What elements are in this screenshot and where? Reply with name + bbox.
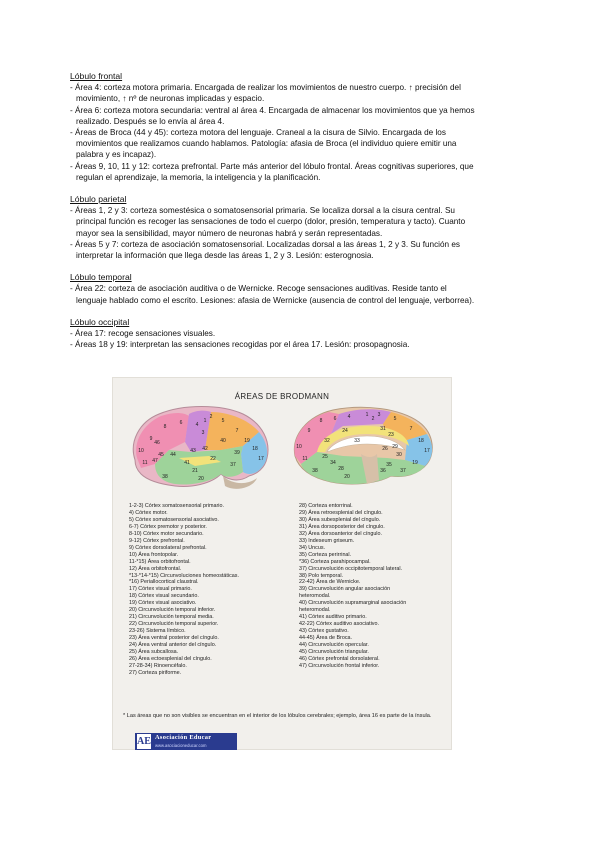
legend-entry: 20) Circunvolución temporal inferior. [129, 607, 216, 614]
legend-entry: 29) Área retroesplenial del cíngulo. [299, 509, 383, 516]
text-line: - Área 22: corteza de asociación auditiva o de Wernicke. Recoge sensaciones auditivas. Reside tanto el [70, 284, 447, 294]
area-label: 38 [162, 474, 168, 480]
area-label: 4 [195, 422, 199, 428]
area-label: 34 [330, 460, 336, 466]
logo-url: www.asociacioneducar.com [155, 742, 207, 748]
area-label: 35 [386, 462, 392, 468]
area-label: 30 [396, 452, 402, 458]
brodmann-figure [112, 377, 452, 750]
area-label: 24 [342, 428, 348, 434]
area-label: 9 [149, 436, 153, 442]
text-line: interpretar la información que llega desde las áreas 1, 2 y 3. Lesión: esterognosia. [76, 251, 374, 261]
text-line: - Área 6: corteza motora secundaria: ventral al área 4. Encargada de almacenar los movimientos que ya hemos [70, 105, 475, 115]
section-title: Lóbulo occipital [70, 316, 130, 327]
legend-entry: 6-7) Córtex premotor y posterior. [129, 523, 207, 530]
area-label: 47 [152, 458, 158, 464]
legend-entry: 11-*15) Área orbitofrontal. [129, 558, 191, 565]
legend-entry: 46) Córtex prefrontal dorsolateral. [299, 655, 380, 662]
area-label: 3 [201, 430, 205, 436]
area-label: 46 [154, 440, 160, 446]
area-label: 32 [324, 438, 330, 444]
area-label: 40 [220, 438, 226, 444]
legend-right-column [299, 503, 406, 670]
text-line: mayor sea la sensibilidad, mayor número de neuronas habrá y serán representadas. [76, 228, 383, 238]
legend-entry: 47) Circunvolución frontal inferior. [299, 662, 380, 669]
area-label: 22 [210, 456, 216, 462]
legend-entry: heteromodal. [299, 593, 331, 600]
area-label: 2 [371, 416, 375, 422]
legend-entry: 19) Córtex visual asociativo. [129, 600, 197, 607]
area-label: 19 [244, 438, 250, 444]
legend-entry: 39) Circunvolución angular asociación [299, 586, 391, 593]
legend-entry: 38) Polo temporal. [299, 572, 344, 579]
legend-entry: 37) Circunvolución occipitotemporal lateral. [299, 565, 403, 572]
legend-entry: 44-45) Área de Broca. [299, 635, 353, 642]
legend-entry: heteromodal. [299, 607, 331, 614]
text-line: lenguaje hablado como el escrito. Lesiones: afasia de Wernicke (ausencia de control del lenguaje, verborrea). [76, 295, 475, 305]
text-line: - Áreas 18 y 19: interpretan las sensaciones recogidas por el área 17. Lesión: prosopagnosia. [70, 340, 410, 350]
legend-entry: 31) Área dorsoposterior del cíngulo. [299, 523, 385, 530]
legend-entry: 34) Uncus. [299, 544, 326, 551]
text-line: movimientos que realizamos cuando hablamos. Patología: afasia de Broca (el individuo quiere emitir una [76, 139, 457, 149]
area-label: 18 [252, 446, 258, 452]
text-line: - Áreas de Broca (44 y 45): corteza motora del lenguaje. Craneal a la cisura de Silvio. Encargada de los [70, 128, 446, 138]
area-label: 10 [296, 444, 302, 450]
area-label: 8 [319, 418, 323, 424]
legend-entry: 9) Córtex dorsolateral prefrontal. [129, 544, 207, 551]
legend-entry: 21) Circunvolución temporal media. [129, 614, 214, 621]
legend-entry: 8-10) Córtex motor secundario. [129, 530, 204, 537]
legend-entry: 25) Área subcallosa. [129, 649, 179, 656]
legend-entry: 45) Circunvolución triangular. [299, 649, 369, 656]
legend-entry: *16) Periallocortical claustral. [129, 579, 199, 586]
legend-entry: 42-22) Córtex auditivo asociativo. [299, 621, 380, 628]
area-label: 23 [388, 432, 394, 438]
legend-entry: 35) Corteza perirrinal. [299, 551, 352, 558]
area-label: 8 [163, 424, 167, 430]
legend-entry: 4) Córtex motor. [129, 509, 168, 516]
legend-entry: 40) Circunvolución supramarginal asociación [299, 600, 407, 607]
legend-entry: *36) Corteza parahipocampal. [299, 558, 371, 565]
legend-entry: 12) Área orbitofrontal. [129, 565, 182, 572]
area-label: 42 [202, 446, 208, 452]
area-label: 28 [338, 466, 344, 472]
legend-entry: 24) Área ventral anterior del cíngulo. [129, 642, 217, 649]
section-temporal [70, 272, 540, 306]
area-label: 4 [347, 414, 351, 420]
legend-entry: 10) Área frontopolar. [129, 551, 179, 558]
area-label: 6 [333, 416, 337, 422]
area-label: 39 [234, 450, 240, 456]
text-line: - Área 17: recoge sensaciones visuales. [70, 329, 216, 339]
area-label: 7 [235, 428, 239, 434]
legend-entry: 23) Área ventral posterior del cíngulo. [129, 635, 219, 642]
area-label: 10 [138, 448, 144, 454]
legend-entry: 1-2-3) Córtex somatosensorial primario. [129, 503, 224, 509]
area-label: 43 [190, 448, 196, 454]
logo-name: Asociación Educar [155, 734, 212, 741]
area-label: 19 [412, 460, 418, 466]
section-title: Lóbulo frontal [70, 71, 123, 81]
lateral-brain-illustration [125, 402, 275, 498]
legend-entry: *13-*14-*15) Circunvoluciones homeostáticas. [129, 572, 239, 579]
area-label: 31 [380, 426, 386, 432]
section-frontal [70, 71, 540, 183]
area-label: 18 [418, 438, 424, 444]
area-label: 44 [170, 452, 176, 458]
area-label: 17 [258, 456, 264, 462]
legend-entry: 41) Córtex auditivo primario. [299, 614, 367, 621]
legend-entry: 44) Circunvolución opercular. [299, 642, 369, 649]
legend-entry: 33) Indeseum griseum. [299, 537, 355, 544]
legend-entry: 18) Córtex visual secundario. [129, 593, 199, 600]
legend-left-column [129, 503, 239, 677]
legend-entry: 32) Área dorsoanterior del cíngulo. [299, 530, 383, 537]
area-label: 1 [203, 418, 207, 424]
area-label: 5 [393, 416, 397, 422]
logo-mark-icon: AE [137, 736, 151, 747]
text-line: - Áreas 9, 10, 11 y 12: corteza prefrontal. Parte más anterior del lóbulo frontal. Áreas cognitivas superiores, que [70, 161, 474, 171]
area-label: 25 [322, 454, 328, 460]
asociacion-educar-logo [135, 733, 237, 750]
legend-entry: 22) Circunvolución temporal superior. [129, 621, 219, 628]
text-line: palabra y es incapaz). [76, 150, 157, 160]
area-label: 37 [400, 468, 406, 474]
area-label: 11 [142, 460, 148, 466]
area-label: 26 [382, 446, 388, 452]
area-label: 2 [209, 414, 213, 420]
legend-entry: 26) Área ectoesplenial del cíngulo. [129, 655, 212, 662]
legend-entry: 22-42) Área de Wernicke. [299, 579, 361, 586]
area-label: 45 [158, 452, 164, 458]
area-label: 41 [184, 460, 190, 466]
legend-entry: 23-26) Sistema límbico. [129, 628, 186, 635]
area-label: 21 [192, 468, 198, 474]
area-label: 17 [424, 448, 430, 454]
area-label: 7 [409, 426, 413, 432]
legend-entry: 17) Córtex visual primario. [129, 586, 192, 593]
legend-entry: 27) Corteza piriforme. [129, 669, 182, 676]
area-label: 29 [392, 444, 398, 450]
figure-title: ÁREAS DE BRODMANN [234, 392, 330, 401]
area-label: 6 [179, 420, 183, 426]
notes-text [70, 71, 540, 350]
area-label: 11 [302, 456, 308, 462]
area-label: 20 [344, 474, 350, 480]
area-label: 5 [221, 418, 225, 424]
text-line: regulan el aprendizaje, la memoria, la inteligencia y la planificación. [76, 172, 321, 182]
area-label: 9 [307, 428, 311, 434]
text-line: - Áreas 5 y 7: corteza de asociación somatosensorial. Localizadas dorsal a las áreas 1, 2 y 3. Su función es [70, 239, 461, 249]
legend-entry: 30) Área subesplenial del cíngulo. [299, 516, 381, 523]
area-label: 33 [354, 438, 360, 444]
figure-footnote: * Las áreas que no son visibles se encuentran en el interior de los lóbulos cerebrales; ejemplo, área 16 es parte de la ínsula. [123, 713, 432, 719]
text-line: - Áreas 1, 2 y 3: corteza somestésica o somatosensorial primaria. Se localiza dorsal a la cisura central. Su [70, 206, 455, 216]
section-title: Lóbulo temporal [70, 272, 132, 283]
area-label: 3 [377, 412, 381, 418]
medial-brain-illustration [287, 402, 439, 498]
area-label: 1 [365, 412, 369, 418]
legend-entry: 5) Córtex somatosensorial asociativo. [129, 516, 219, 523]
area-label: 36 [380, 468, 386, 474]
area-label: 38 [312, 468, 318, 474]
legend-entry: 27-28-34) Rinoencéfalo. [129, 662, 187, 669]
section-occipital [70, 317, 540, 351]
legend-entry: 28) Corteza entorrinal. [299, 503, 353, 509]
section-title: Lóbulo parietal [70, 194, 127, 205]
text-line: movimiento, ↑ nº de neuronas implicadas y espacio. [76, 94, 265, 104]
text-line: principal función es recoger las sensaciones de todo el cuerpo (dolor, presión, temperatura y tacto). Cuanto [76, 217, 466, 227]
legend-entry: 43) Córtex gustativo. [299, 628, 349, 635]
text-line: - Área 4: corteza motora primaria. Encargada de realizar los movimientos de nuestro cuerpo. ↑ precisión del [70, 83, 461, 93]
legend-entry: 9-12) Córtex prefrontal. [129, 537, 185, 544]
area-label: 20 [198, 476, 204, 482]
area-label: 37 [230, 462, 236, 468]
text-line: realizado. Después se lo envía al área 4. [76, 116, 225, 126]
section-parietal [70, 194, 540, 261]
